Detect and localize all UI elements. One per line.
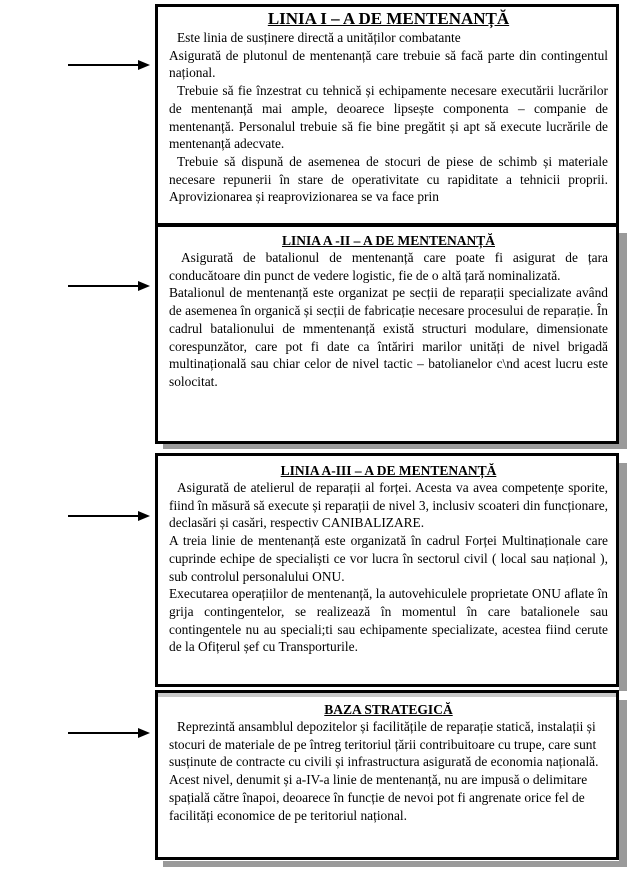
paragraph: Acest nivel, denumit și a-IV-a linie de mentenanță, nu are impusă o delimitare spațială către înapoi, deoarece în funcție de nevoi pot fi angrenate orice fel de facilități economice de pe teritoriul național. xyxy=(169,772,588,823)
box-title: BAZA STRATEGICĂ xyxy=(324,702,453,717)
paragraph: Asigurată de plutonul de mentenanță care trebuie să facă parte din contingentul național. xyxy=(169,47,608,81)
arrow-right-icon xyxy=(68,510,150,522)
paragraph: A treia linie de mentenanță este organizată în cadrul Forței Multinaționale care cuprinde echipe de specialiști ce vor lucra în sectorul civil ( local sau național ), sub controlul personalului ONU. xyxy=(169,533,608,584)
box-title: LINIA I – A DE MENTENANȚĂ xyxy=(267,9,510,28)
header-bar xyxy=(158,693,616,697)
paragraph: Asigurată de batalionul de mentenanță care poate fi asigurat de țara conducătoare din punct de vedere logistic, fie de o altă țară nominalizată. xyxy=(169,250,608,283)
box-shadow xyxy=(619,233,627,447)
arrow-right-icon xyxy=(68,59,150,71)
box-title: LINIA A -II – A DE MENTENANȚĂ xyxy=(281,233,496,248)
paragraph: Reprezintă ansamblul depozitelor și facilitățile de reparație statică, instalații și stocuri de materiale de pe întreg teritoriul țării contribuitoare cu trupe, care sunt susținute de contracte cu civili și infrastructura asigurată de economia națională. xyxy=(169,719,599,770)
paragraph: Executarea operațiilor de mentenanță, la autovehiculele proprietate ONU aflate în grija contingentelor, se realizează în momentul în care batalionele sau contingentele nu au speciali;ti sau echipamente specializate, acestea fiind cerute de la Ofițerul șef cu Transporturile. xyxy=(169,586,608,655)
paragraph: Este linia de susținere directă a unităților combatante xyxy=(177,30,461,45)
box-linia-1 xyxy=(155,4,619,226)
box-linia-2 xyxy=(155,224,619,444)
paragraph: Trebuie să fie înzestrat cu tehnică și echipamente necesare executării lucrărilor de mentenanță mai ample, deoarece lipsește componenta – companie de mentenanță. Personalul trebuie să fie bine pregătit și apt să execute lucrările de mentenanță adecvate. xyxy=(169,83,608,152)
box-shadow xyxy=(163,861,627,867)
box-shadow xyxy=(619,700,627,866)
paragraph: Asigurată de atelierul de reparații al forței. Acesta va avea competențe sporite, fiind în măsură să execute și reparații de nivel 3, inclusiv scoateri din funcționare, declasări și casări, respectiv CANIBALIZARE. xyxy=(169,480,608,531)
box-linia-3 xyxy=(155,453,619,687)
box-shadow xyxy=(619,463,627,691)
paragraph: Batalionul de mentenanță este organizat pe secții de reparații specializate având de asemenea în organică și secții de fabricație necesare procesului de reparație. În cadrul batalionului de mmentenanță există structuri modulare, dimensionate corespunzător, care pot fi date ca întăriri marilor unități de nivel brigadă multinațională sau chiar celor de nivel tactic – batolianelor c\nd acest lucru este solocitat. xyxy=(169,285,608,389)
arrow-right-icon xyxy=(68,280,150,292)
box-baza-strategica xyxy=(155,690,619,860)
box-title: LINIA A-III – A DE MENTENANȚĂ xyxy=(280,463,497,478)
paragraph: Trebuie să dispună de asemenea de stocuri de piese de schimb și materiale necesare repunerii în stare de operativitate cu rapiditate a tehnicii proprii. Aprovizionarea și reaprovizionarea se va face prin xyxy=(169,153,608,205)
arrow-right-icon xyxy=(68,727,150,739)
